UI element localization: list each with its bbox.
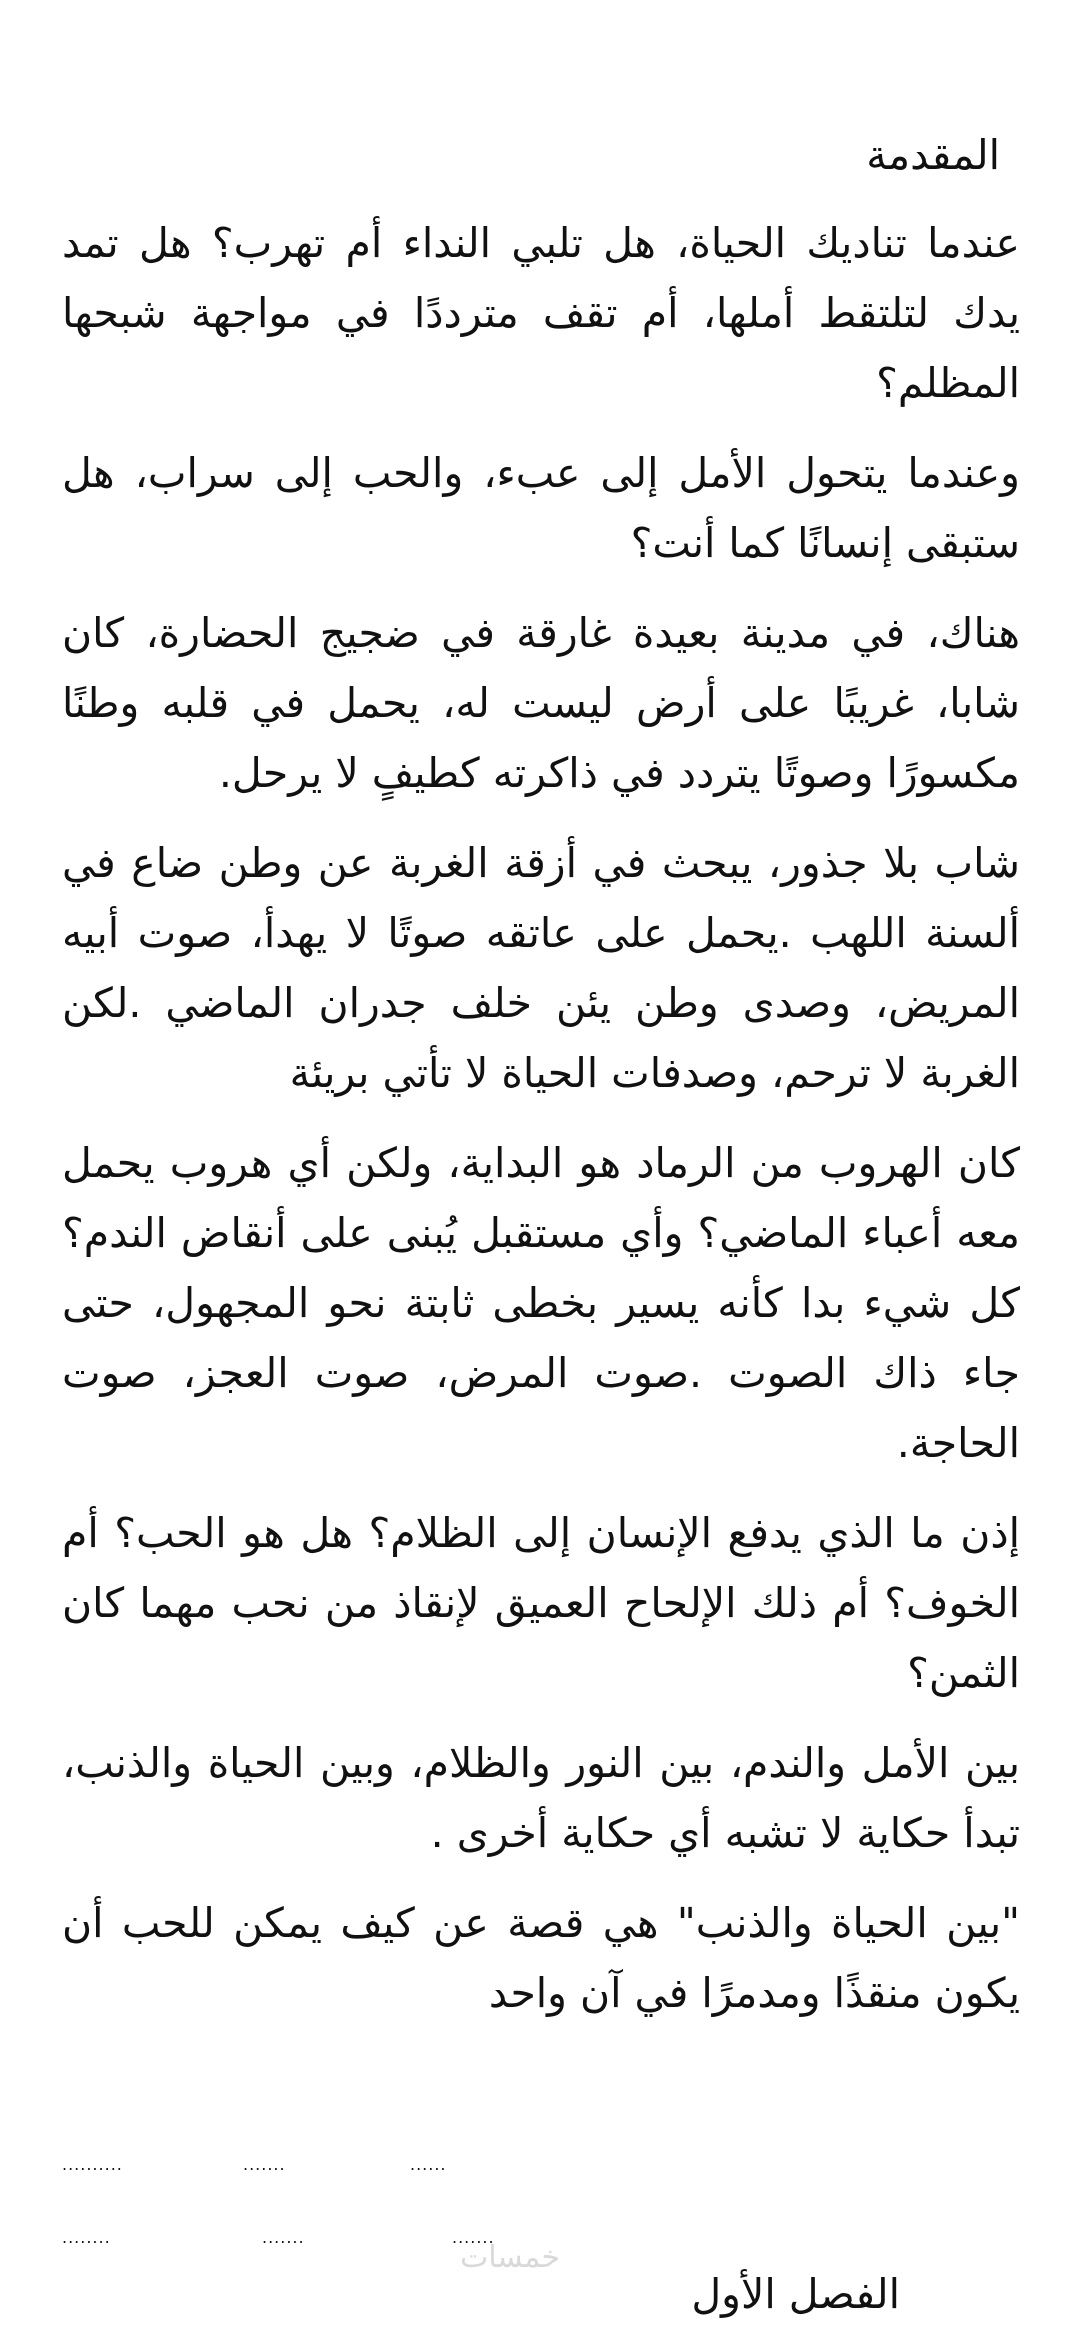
paragraph: شاب بلا جذور، يبحث في أزقة الغربة عن وطن ضاع في ألسنة اللهب .يحمل على عاتقه صوتًا لا يهدأ، صوت أبيه المريض، وصدى وطن يئن خلف جدران الماضي .لكن الغربة لا ترحم، وصدفات الحياة لا تأتي بريئة <box>62 839 1020 1097</box>
watermark: خمسات <box>460 2240 561 2275</box>
paragraph: عندما تناديك الحياة، هل تلبي النداء أم تهرب؟ هل تمد يدك لتلتقط أملها، أم تقف مترددًا في مواجهة شبحها المظلم؟ <box>62 219 1020 407</box>
paragraph: كان الهروب من الرماد هو البداية، ولكن أي هروب يحمل معه أعباء الماضي؟ وأي مستقبل يُبنى على أنقاض الندم؟ كل شيء بدا كأنه يسير بخطى ثابتة نحو المجهول، حتى جاء ذاك الصوت .صوت المرض، صوت العجز، صوت الحاجة. <box>62 1139 1020 1467</box>
paragraph: "بين الحياة والذنب" هي قصة عن كيف يمكن للحب أن يكون منقذًا ومدمرًا في آن واحد <box>62 1899 1020 2017</box>
dot-separator: ...... <box>410 2155 447 2174</box>
dot-separator: .......... <box>62 2155 123 2174</box>
document-body <box>62 120 1020 2048</box>
paragraph: بين الأمل والندم، بين النور والظلام، وبين الحياة والذنب، تبدأ حكاية لا تشبه أي حكاية أخرى . <box>62 1739 1020 1857</box>
dot-separator: ....... <box>452 2228 495 2247</box>
dot-separator: ....... <box>243 2155 286 2174</box>
section-heading: المقدمة <box>866 131 1000 179</box>
dot-separator-row <box>0 2155 1080 2225</box>
dot-separator: ........ <box>62 2228 111 2247</box>
dot-separator: ....... <box>262 2228 305 2247</box>
paragraph: إذن ما الذي يدفع الإنسان إلى الظلام؟ هل هو الحب؟ أم الخوف؟ أم ذلك الإلحاح العميق لإنقاذ من نحب مهما كان الثمن؟ <box>62 1509 1020 1697</box>
paragraph: هناك، في مدينة بعيدة غارقة في ضجيج الحضارة، كان شابا، غريبًا على أرض ليست له، يحمل في قلبه وطنًا مكسورًا وصوتًا يتردد في ذاكرته كطيفٍ لا يرحل. <box>62 609 1020 797</box>
paragraph: وعندما يتحول الأمل إلى عبء، والحب إلى سراب، هل ستبقى إنسانًا كما أنت؟ <box>62 449 1020 567</box>
chapter-title: الفصل الأول <box>691 2270 900 2318</box>
